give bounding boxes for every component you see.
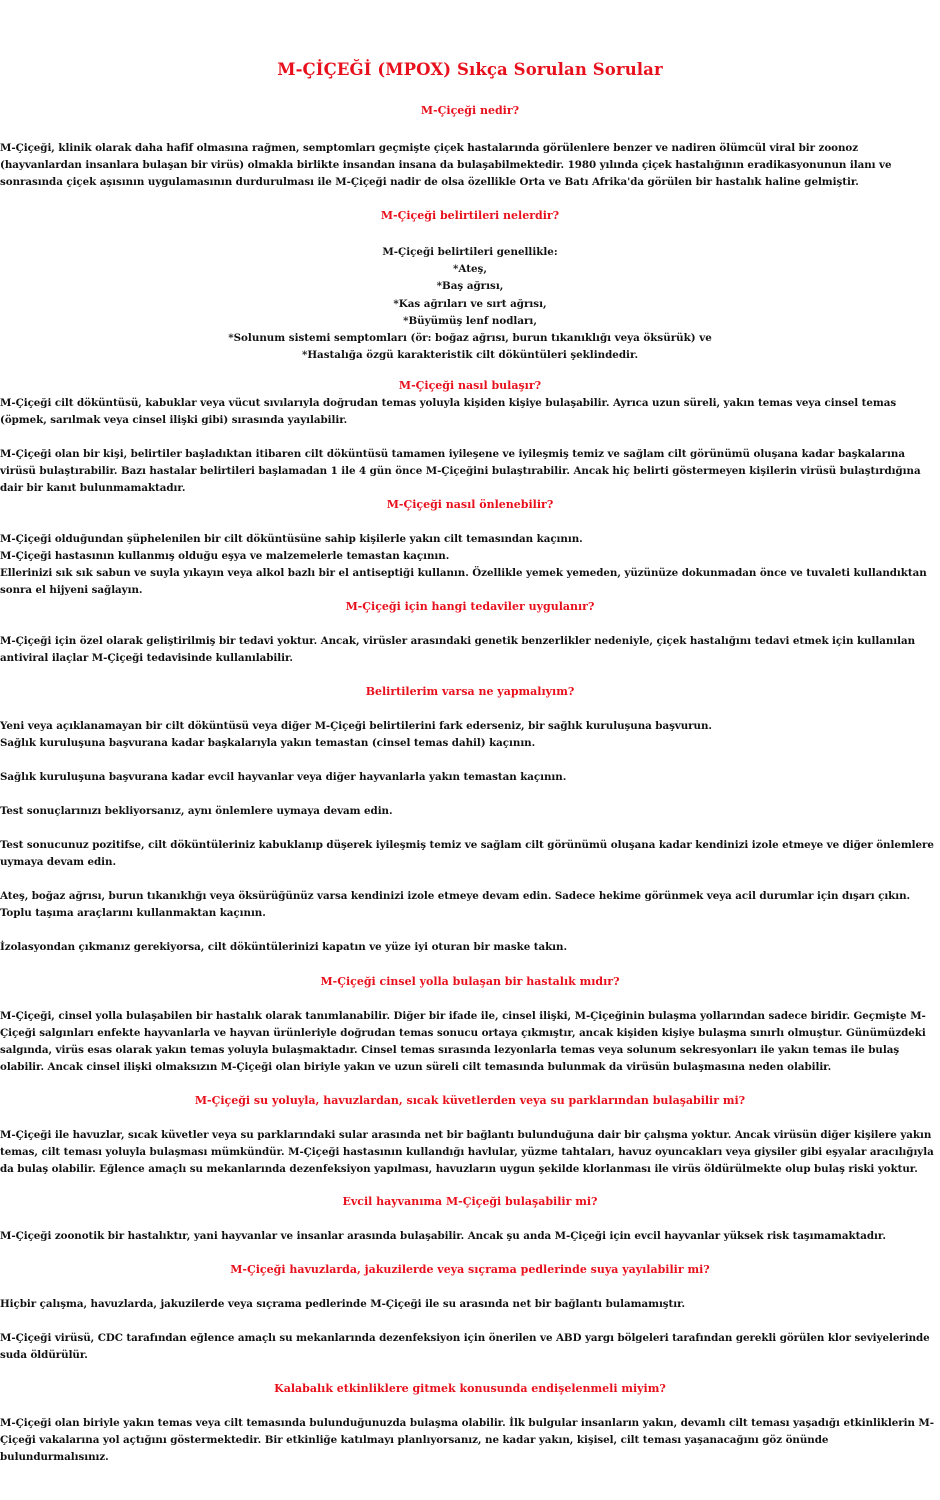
heading-what-is: M-Çiçeği nedir? bbox=[420, 104, 520, 117]
heading-spread: M-Çiçeği nasıl bulaşır? bbox=[398, 379, 542, 392]
symptom-item: *Baş ağrısı, bbox=[436, 280, 504, 293]
symptom-item: *Ateş, bbox=[453, 263, 487, 276]
symptoms-intro: M-Çiçeği belirtileri genellikle: bbox=[382, 246, 558, 258]
symptom-item: *Hastalığa özgü karakteristik cilt döküntüleri şeklindedir. bbox=[301, 349, 639, 362]
heading-sexual-transmission: M-Çiçeği cinsel yolla bulaşan bir hastalık mıdır? bbox=[320, 975, 620, 988]
paragraph-todo-2: Sağlık kuruluşuna başvurana kadar başkalarıyla yakın temastan (cinsel temas dahil) kaçının. bbox=[0, 737, 536, 749]
paragraph-sexual-transmission: M-Çiçeği, cinsel yolla bulaşabilen bir hastalık olarak tanımlanabilir. Diğer bir ifade ile, cinsel ilişki, M-Çiçeğinin bulaşma yollarından sadece biridir. Geçmişte M-Çiçeği salgınları enfekte hayvanlarla ve hayvan ürünleriyle doğrudan temas sonucu ortaya çıkmıştır, ancak kişiden kişiye bulaşma sınırlı olmuştur. Günümüzdeki salgında, virüs esas olarak yakın temas yoluyla bulaşmaktadır. Cinsel temas sırasında lezyonlarla temas veya solunum sekresyonları ile yakın temas ile bulaş olabilir. Ancak cinsel ilişki olmaksızın M-Çiçeği olan biriyle yakın ve uzun süreli cilt temasında bulunmak da virüsün bulaşmasına neden olabilir. bbox=[0, 1010, 926, 1073]
paragraph-water-transmission: M-Çiçeği ile havuzlar, sıcak küvetler veya su parklarındaki sular arasında net bir bağlantı bulunduğuna dair bir çalışma yoktur. Ancak virüsün diğer kişilere yakın temas, cilt teması yoluyla bulaşması mümkündür. M-Çiçeği hastasının kullandığı havlular, yüzme tahtaları, havuz oyuncakları veya giysiler gibi eşyalar aracılığıyla da bulaş olabilir. Eğlence amaçlı su mekanlarında dezenfeksiyon yapılması, havuzların uygun şekilde klorlanması ile virüs öldürülmekte olup bulaş riski yoktur. bbox=[0, 1129, 934, 1175]
heading-crowded-events: Kalabalık etkinliklere gitmek konusunda endişelenmeli miyim? bbox=[274, 1382, 666, 1395]
heading-water-transmission: M-Çiçeği su yoluyla, havuzlardan, sıcak küvetlerden veya su parklarından bulaşabilir mi? bbox=[194, 1094, 746, 1107]
paragraph-spread-1: M-Çiçeği cilt döküntüsü, kabuklar veya vücut sıvılarıyla doğrudan temas yoluyla kişiden kişiye bulaşabilir. Ayrıca uzun süreli, yakın temas veya cinsel temas (öpmek, sarılmak veya cinsel ilişki gibi) sırasında yayılabilir. bbox=[0, 397, 897, 426]
paragraph-crowded-events: M-Çiçeği olan biriyle yakın temas veya cilt temasında bulunduğunuzda bulaşma olabilir. İlk bulgular insanların yakın, devamlı cilt teması yaşadığı etkinliklerin M-Çiçeği vakalarına yol açtığını göstermektedir. Bir etkinliğe katılmayı planlıyorsanız, ne kadar yakın, kişisel, cilt teması yaşanacağını göz önünde bulundurmalısınız. bbox=[0, 1417, 934, 1463]
paragraph-pools-1: Hiçbir çalışma, havuzlarda, jakuzilerde veya sıçrama pedlerinde M-Çiçeği ile su arasında net bir bağlantı bulamamıştır. bbox=[0, 1298, 686, 1310]
paragraph-todo-6: Ateş, boğaz ağrısı, burun tıkanıklığı veya öksürüğünüz varsa kendinizi izole etmeye devam edin. Sadece hekime görünmek veya acil durumlar için dışarı çıkın. Toplu taşıma araçlarını kullanmaktan kaçının. bbox=[0, 890, 911, 919]
paragraph-todo-5: Test sonucunuz pozitifse, cilt döküntüleriniz kabuklanıp düşerek iyileşmiş temiz ve sağlam cilt görünümü oluşana kadar kendinizi izole etmeye ve diğer önlemlere uymaya devam edin. bbox=[0, 839, 934, 868]
heading-pools-jacuzzi: M-Çiçeği havuzlarda, jakuzilerde veya sıçrama pedlerinde suya yayılabilir mi? bbox=[230, 1263, 710, 1276]
heading-what-to-do: Belirtilerim varsa ne yapmalıyım? bbox=[365, 685, 575, 698]
paragraph-treatment: M-Çiçeği için özel olarak geliştirilmiş bir tedavi yoktur. Ancak, virüsler arasındaki genetik benzerlikler nedeniyle, çiçek hastalığını tedavi etmek için kullanılan antiviral ilaçlar M-Çiçeği tedavisinde kullanılabilir. bbox=[0, 635, 916, 664]
page-title: M-ÇİÇEĞİ (MPOX) Sıkça Sorulan Sorular bbox=[277, 60, 663, 79]
symptom-item: *Solunum sistemi semptomları (ör: boğaz ağrısı, burun tıkanıklığı veya öksürük) ve bbox=[228, 332, 712, 345]
paragraph-todo-4: Test sonuçlarınızı bekliyorsanız, aynı önlemlere uymaya devam edin. bbox=[0, 805, 393, 817]
paragraph-todo-1: Yeni veya açıklanamayan bir cilt döküntüsü veya diğer M-Çiçeği belirtilerini fark ederseniz, bir sağlık kuruluşuna başvurun. bbox=[0, 720, 712, 732]
symptoms-list bbox=[0, 244, 940, 364]
paragraph-pets: M-Çiçeği zoonotik bir hastalıktır, yani hayvanlar ve insanlar arasında bulaşabilir. Ancak şu anda M-Çiçeği için evcil hayvanlar yüksek risk taşımamaktadır. bbox=[0, 1230, 886, 1242]
heading-symptoms: M-Çiçeği belirtileri nelerdir? bbox=[380, 209, 560, 222]
paragraph-todo-7: İzolasyondan çıkmanız gerekiyorsa, cilt döküntülerinizi kapatın ve yüze iyi oturan bir maske takın. bbox=[0, 941, 567, 953]
heading-treatment: M-Çiçeği için hangi tedaviler uygulanır? bbox=[345, 600, 595, 613]
symptom-item: *Büyümüş lenf nodları, bbox=[403, 314, 537, 327]
paragraph-pools-2: M-Çiçeği virüsü, CDC tarafından eğlence amaçlı su mekanlarında dezenfeksiyon için önerilen ve ABD yargı bölgeleri tarafından gerekli görülen klor seviyelerinde suda öldürülür. bbox=[0, 1332, 930, 1361]
heading-prevention: M-Çiçeği nasıl önlenebilir? bbox=[386, 498, 554, 511]
heading-pets: Evcil hayvanıma M-Çiçeği bulaşabilir mi? bbox=[342, 1195, 598, 1208]
paragraph-prevention-1: M-Çiçeği olduğundan şüphelenilen bir cilt döküntüsüne sahip kişilerle yakın cilt temasından kaçının. bbox=[0, 533, 583, 545]
symptom-item: *Kas ağrıları ve sırt ağrısı, bbox=[393, 297, 547, 310]
paragraph-spread-2: M-Çiçeği olan bir kişi, belirtiler başladıktan itibaren cilt döküntüsü tamamen iyileşene ve iyileşmiş temiz ve sağlam cilt görünümü oluşana kadar başkalarına virüsü bulaştırabilir. Bazı hastalar belirtileri başlamadan 1 ile 4 gün önce M-Çiçeğini bulaştırabilir. Ancak hiç belirti göstermeyen kişilerin virüsü bulaştırdığına dair bir kanıt bulunmamaktadır. bbox=[0, 448, 921, 494]
paragraph-todo-3: Sağlık kuruluşuna başvurana kadar evcil hayvanlar veya diğer hayvanlarla yakın temastan kaçının. bbox=[0, 771, 567, 783]
paragraph-prevention-2: M-Çiçeği hastasının kullanmış olduğu eşya ve malzemelerle temastan kaçının. bbox=[0, 550, 450, 562]
paragraph-prevention-3: Ellerinizi sık sık sabun ve suyla yıkayın veya alkol bazlı bir el antiseptiği kullanın. Özellikle yemek yemeden, yüzünüze dokunmadan önce ve tuvaleti kullandıktan sonra el hijyeni sağlayın. bbox=[0, 567, 927, 596]
paragraph-what-is: M-Çiçeği, klinik olarak daha hafif olmasına rağmen, semptomları geçmişte çiçek hastalarında görülenlere benzer ve nadiren ölümcül viral bir zoonoz (hayvanlardan insanlara bulaşan bir virüs) olmakla birlikte insandan insana da bulaşabilmektedir. 1980 yılında çiçek hastalığının eradikasyonunun ilanı ve sonrasında çiçek aşısının uygulamasının durdurulması ile M-Çiçeği nadir de olsa özellikle Orta ve Batı Afrika'da görülen bir hastalık haline gelmiştir. bbox=[0, 142, 892, 188]
